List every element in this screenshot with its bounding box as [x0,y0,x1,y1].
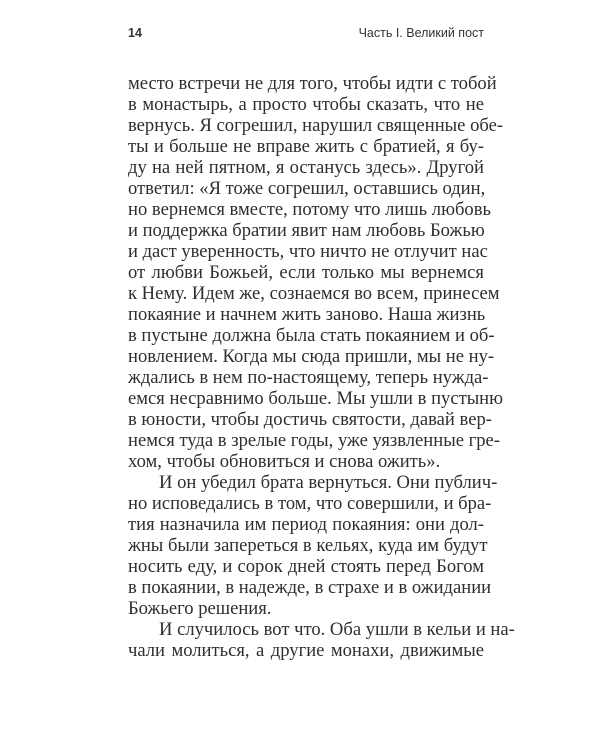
running-title: Часть I. Великий пост [358,26,484,40]
text-line: и даст уверенность, что ничто не отлучит нас [128,241,488,262]
page-header [128,26,484,46]
text-line: место встречи не для того, чтобы идти с тобой [128,73,497,94]
text-line: и поддержка братии явит нам любовь Божью [128,220,485,241]
text-line: к Нему. Идем же, сознаемся во всем, принесем [128,283,500,304]
paragraph-start-line: И он убедил брата вернуться. Они публич- [159,472,498,493]
text-line: в пустыне должна была стать покаянием и об- [128,325,495,346]
text-line: ду на ней пятном, я останусь здесь». Другой [128,157,484,178]
text-line: но вернемся вместе, потому что лишь любовь [128,199,491,220]
text-line: в монастырь, а просто чтобы сказать, что не [128,94,484,115]
text-line: ответил: «Я тоже согрешил, оставшись один, [128,178,486,199]
text-line: в покаянии, в надежде, в страхе и в ожидании [128,577,492,598]
text-line: новлением. Когда мы сюда пришли, мы не ну- [128,346,495,367]
text-line: немся туда в зрелые годы, уже уязвленные гре- [128,430,500,451]
text-line: но исповедались в том, что совершили, и бра- [128,493,492,514]
text-line: жны были запереться в кельях, куда им будут [128,535,488,556]
text-line: ты и больше не вправе жить с братией, я бу- [128,136,484,157]
text-line: от любви Божьей, если только мы вернемся [128,262,484,283]
text-line: тия назначила им период покаяния: они дол- [128,514,484,535]
text-line: в юности, чтобы достичь святости, давай вер- [128,409,492,430]
text-line: чали молиться, а другие монахи, движимые [128,640,484,661]
text-line: емся несравнимо больше. Мы ушли в пустыню [128,388,504,409]
text-line: Божьего решения. [128,598,272,619]
body-text [128,73,515,661]
text-line: носить еду, и сорок дней стоять перед Богом [128,556,484,577]
page-number: 14 [128,26,142,40]
text-line: вернусь. Я согрешил, нарушил священные обе- [128,115,504,136]
text-line: хом, чтобы обновиться и снова ожить». [128,451,441,472]
paragraph-start-line: И случилось вот что. Оба ушли в кельи и на- [159,619,515,640]
text-line: покаяние и начнем жить заново. Наша жизнь [128,304,486,325]
text-line: ждались в нем по-настоящему, теперь нужда- [128,367,489,388]
